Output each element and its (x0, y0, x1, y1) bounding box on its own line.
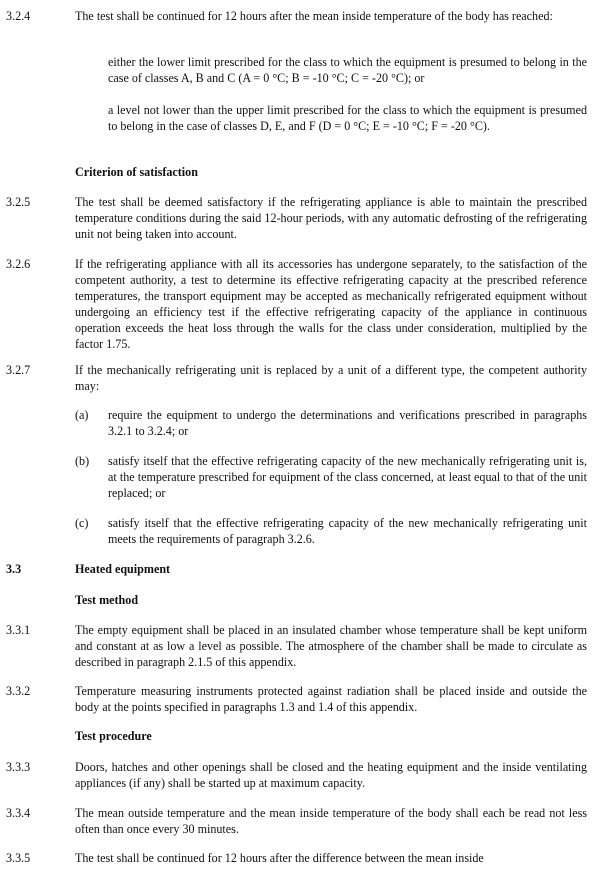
paragraph-text: The empty equipment shall be placed in an insulated chamber whose temperature shall be kept uniform and constant at as low a level as possible. The atmosphere of the chamber shall be made to circulate as described in paragraph 2.1.5 of this appendix. (75, 623, 587, 669)
paragraph-number: 3.2.4 (6, 9, 31, 23)
paragraph-text: a level not lower than the upper limit prescribed for the class to which the equipment is presumed to belong in the case of classes D, E, and F (D = 0 °C; E = -10 °C; F = -20 °C). (108, 103, 587, 133)
list-item-label: (a) (75, 408, 89, 422)
paragraph-text: The test shall be continued for 12 hours after the mean inside temperature of the body has reached: (75, 9, 553, 23)
paragraph-number: 3.3.2 (6, 684, 31, 698)
paragraph-text: Temperature measuring instruments protected against radiation shall be placed inside and outside the body at the points specified in paragraphs 1.3 and 1.4 of this appendix. (75, 684, 587, 714)
paragraph-text: If the mechanically refrigerating unit is replaced by a unit of a different type, the competent authority may: (75, 363, 587, 393)
paragraph-number: 3.3.1 (6, 623, 31, 637)
paragraph-number: 3.3.3 (6, 760, 31, 774)
paragraph-number: 3.2.6 (6, 257, 31, 271)
paragraph-text: Doors, hatches and other openings shall be closed and the heating equipment and the inside ventilating appliances (if any) shall be started up at maximum capacity. (75, 760, 587, 790)
paragraph-text: The mean outside temperature and the mean inside temperature of the body shall each be read not less often than once every 30 minutes. (75, 806, 587, 836)
section-title: Heated equipment (75, 562, 171, 576)
paragraph-number: 3.3.5 (6, 851, 31, 865)
list-item-text: satisfy itself that the effective refrigerating capacity of the new mechanically refrigerating unit meets the requirements of paragraph 3.2.6. (108, 516, 587, 546)
section-number: 3.3 (6, 562, 22, 576)
list-item-label: (b) (75, 454, 90, 468)
paragraph-number: 3.2.5 (6, 195, 31, 209)
paragraph-number: 3.3.4 (6, 806, 31, 820)
paragraph-text: The test shall be deemed satisfactory if the refrigerating appliance is able to maintain the prescribed temperature conditions during the said 12-hour periods, with any automatic defrosting of the refrigerating unit not being taken into account. (75, 195, 587, 241)
section-heading: Test procedure (75, 729, 152, 743)
paragraph-number: 3.2.7 (6, 363, 31, 377)
section-heading: Test method (75, 593, 139, 607)
list-item-text: satisfy itself that the effective refrigerating capacity of the new mechanically refrigerating unit is, at the temperature prescribed for equipment of the class concerned, at least equal to that of the unit replaced; or (108, 454, 587, 500)
paragraph-text: If the refrigerating appliance with all its accessories has undergone separately, to the satisfaction of the competent authority, a test to determine its effective refrigerating capacity at the prescribed reference temperatures, the transport equipment may be accepted as mechanically refrigerated equipment without undergoing an efficiency test if the effective refrigerating capacity of the appliance in continuous operation exceeds the heat loss through the walls for the class under consideration, multiplied by the factor 1.75. (75, 257, 587, 351)
paragraph-text: either the lower limit prescribed for the class to which the equipment is presumed to belong in the case of classes A, B and C (A = 0 °C; B = -10 °C; C = -20 °C); or (108, 55, 587, 85)
list-item-label: (c) (75, 516, 89, 530)
section-heading: Criterion of satisfaction (75, 165, 198, 179)
list-item-text: require the equipment to undergo the determinations and verifications prescribed in paragraphs 3.2.1 to 3.2.4; or (108, 408, 587, 438)
paragraph-text: The test shall be continued for 12 hours after the difference between the mean inside (75, 851, 484, 865)
